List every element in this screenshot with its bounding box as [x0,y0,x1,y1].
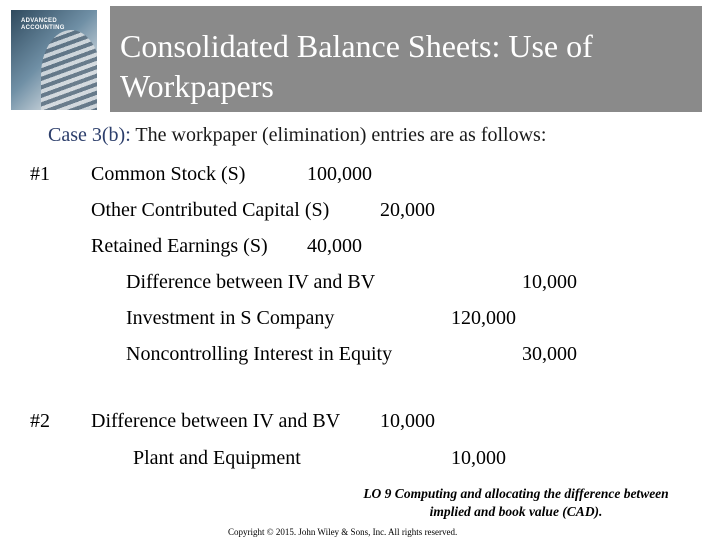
entry-line-account: Noncontrolling Interest in Equity [126,343,393,365]
entry-line-credit: 120,000 [451,307,516,329]
entry-line-debit: 10,000 [380,410,435,432]
entry-line-credit: 10,000 [522,271,577,293]
copyright-notice: Copyright © 2015. John Wiley & Sons, Inc. All rights reserved. [228,527,458,537]
entry-line-account: Investment in S Company [126,307,335,329]
entry-line-account: Other Contributed Capital (S) [91,199,330,221]
staircase-graphic [41,30,97,110]
title-box [110,6,702,112]
slide-title: Consolidated Balance Sheets: Use of Workpapers [120,28,593,104]
learning-objective-line-2: implied and book value (CAD). [429,504,603,519]
case-description: The workpaper (elimination) entries are as follows: [135,124,547,146]
entry-line-account: Retained Earnings (S) [91,235,268,257]
entry-number-1: #1 [30,163,50,185]
entry-line-debit: 40,000 [307,235,362,257]
learning-objective-line-1: LO 9 Computing and allocating the difference between [363,486,669,501]
entry-line-debit: 100,000 [307,163,372,185]
entry-line-account: Plant and Equipment [133,447,301,469]
slide-header [0,0,720,115]
entry-line-debit: 20,000 [380,199,435,221]
entry-line-account: Difference between IV and BV [126,271,376,293]
learning-objective [326,485,706,521]
entry-line-credit: 10,000 [451,447,506,469]
case-label: Case 3(b): [48,124,131,146]
entry-line-account: Difference between IV and BV [91,410,341,432]
book-cover-title: ADVANCED ACCOUNTING [21,18,65,31]
book-cover-image [11,10,97,110]
entry-line-credit: 30,000 [522,343,577,365]
entry-number-2: #2 [30,410,50,432]
case-heading [48,124,546,147]
entry-line-account: Common Stock (S) [91,163,246,185]
